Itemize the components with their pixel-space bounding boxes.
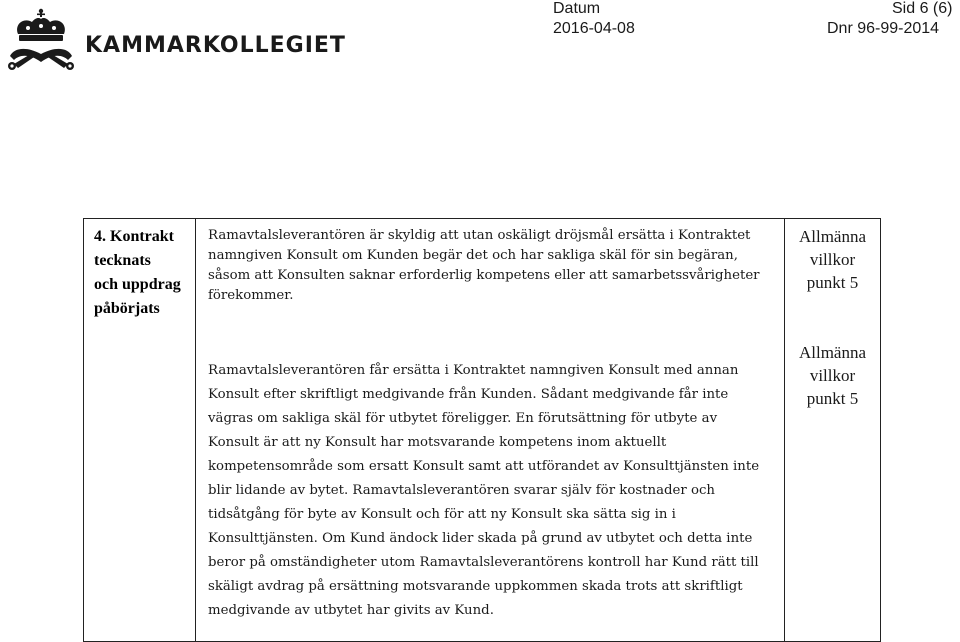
section-heading-cell xyxy=(84,219,196,642)
page-number: Sid 6 (6) xyxy=(892,0,953,17)
paragraph-cell xyxy=(196,219,785,339)
paragraph-cell xyxy=(196,338,785,642)
date-label: Datum xyxy=(553,0,601,17)
terms-table xyxy=(83,218,881,642)
reference-1: Allmänna villkor punkt 5 xyxy=(798,227,867,292)
registration-number: Dnr 96-99-2014 xyxy=(827,20,940,37)
paragraph-2: Ramavtalsleverantören får ersätta i Kontraktet namngiven Konsult med annan Konsult efter skriftligt medgivande från Kunden. Sådant medgivande får inte vägras om sakliga skäl för utbytet föreligger. En förutsättning för utbyte av Konsult är att ny Konsult har motsvarande kompetens inom aktuellt kompetensområde som ersatt Konsult samt att utförandet av Konsulttjänsten inte blir lidande av bytet. Ramavtalsleverantören svarar själv för kostnader och tidsåtgång för byte av Konsult och för att ny Konsult ska sätta sig in i Konsulttjänsten. Om Kund ändock lider skada på grund av utbytet och detta inte beror på omständigheter utom Ramavtalsleverantörens kontroll har Kund rätt till skäligt avdrag på ersättning motsvarande uppkommen skada trots att skriftligt medgivande av utbytet har givits av Kund. xyxy=(208,363,760,618)
table-row xyxy=(84,219,881,339)
document-date: 2016-04-08 xyxy=(553,20,635,37)
reference-cell xyxy=(785,219,881,339)
paragraph-1: Ramavtalsleverantören är skyldig att utan oskäligt dröjsmål ersätta i Kontraktet namngiven Konsult om Kunden begär det och har sakliga skäl för sin begäran, såsom att Konsulten saknar erforderlig kompetens eller att samarbetssvårigheter förekommer. xyxy=(208,228,760,303)
crown-logo-icon xyxy=(4,8,78,72)
reference-cell xyxy=(785,338,881,642)
table-row xyxy=(84,338,881,642)
brand-name: KAMMARKOLLEGIET xyxy=(85,33,346,58)
section-heading: 4. Kontrakt tecknats och uppdrag påbörjats xyxy=(94,228,181,317)
reference-2: Allmänna villkor punkt 5 xyxy=(798,343,867,408)
